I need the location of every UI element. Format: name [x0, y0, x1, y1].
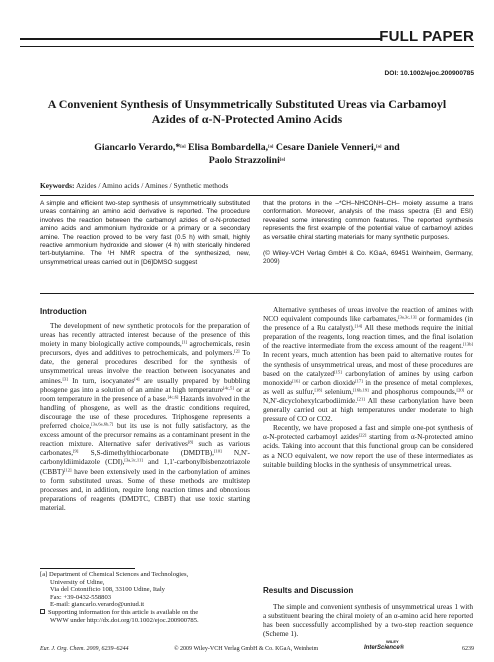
- keywords-text: Azides / Amino acids / Amines / Synthetic methods: [75, 181, 229, 190]
- citation-marker: [a]: [268, 143, 274, 149]
- title-line-2: Azides of α-N-Protected Amino Acids: [151, 112, 343, 126]
- page-number: 6239: [462, 646, 474, 652]
- citation-marker: [3a,3c,13]: [397, 314, 417, 320]
- introduction-column-left: [40, 321, 250, 512]
- footnote-line: Fax: +39-0432-558803: [50, 593, 112, 601]
- citation-marker: [4c,6]: [167, 394, 179, 400]
- citation-marker: [4]: [134, 376, 140, 382]
- logo-small-text: WILEY: [386, 639, 399, 644]
- citation-marker: [16]: [292, 378, 300, 384]
- journal-citation: Eur. J. Org. Chem. 2009, 6239–6244: [40, 646, 129, 652]
- introduction-heading: Introduction: [40, 307, 87, 316]
- citation-marker: [14]: [354, 323, 363, 329]
- supporting-info-icon: [40, 609, 45, 614]
- citation-marker: [2]: [234, 348, 240, 354]
- doi: DOI: 10.1002/ejoc.200900785: [384, 70, 474, 77]
- citation-marker: [12]: [63, 467, 72, 473]
- header-rule-thin: [20, 46, 474, 47]
- affiliation-footnote: [40, 571, 250, 624]
- citation-marker: [16b,19]: [353, 387, 369, 393]
- keywords-label: Keywords:: [40, 181, 75, 190]
- introduction-paragraph-3: Recently, we have proposed a fast and simple one-pot synthesis of α-N-protected carbamoyl azides[22] starting from α-N-protected amino acids. Taking into account that this functional group can be considered as a NCO equivalent, we now report the use of these intermediates as suitable building blocks in the synthesis of unsymmetrical ureas.: [263, 423, 473, 469]
- citation-marker: [18]: [314, 387, 323, 393]
- citation-marker: [15]: [334, 369, 342, 375]
- citation-marker: [3a,6a,6b,7]: [91, 421, 114, 427]
- citation-marker: [1]: [181, 339, 188, 345]
- introduction-paragraph-2: Alternative syntheses of ureas involve the reaction of amines with NCO equivalent compounds like carbamates,[3a,3c,13] or formamides (in the presence of a Ru catalyst).[14] All these methods require the initial preparation of the reagents, long reaction times, and the final isolation of the reactive intermediate from the excess amount of the reagent.[13b] In recent years, much attention has been paid to alternative routes for the synthesis of unsymmetrical ureas, and most of these procedures are based on the catalyzed[15] carbonylation of amines by using carbon monoxide[16] or carbon dioxide[17] in the presence of metal complexes, as well as sulfur,[18] selenium,[16b,19] and phosphorus compounds,[20] or N,N'-dicyclohexylcarbodiimide.[21] All these carbonylation have been generally carried out at high temperatures under moderate to high pressure of CO or CO2.: [263, 305, 474, 424]
- results-heading: Results and Discussion: [263, 586, 354, 595]
- introduction-column-right: [263, 305, 473, 469]
- citation-marker: [3]: [62, 376, 68, 382]
- footnote-rule: [40, 568, 135, 569]
- abstract-left: A simple and efficient two-step synthesis of unsymmetrically substituted ureas containing an amino acid derivative is reported. The procedure involves the reaction between the carbamoyl azides of α-N-protected amino acids and ammonium hydroxide or a primary or a secondary amine. The reaction proved to be very fast (0.5 h) with small, highly reactive ammonium hydroxide and slower (4 h) with sterically hindered tert-butylamine. The ¹H NMR spectra of the synthesized, new, unsymmetrical ureas carried out in [D6]DMSO suggest: [40, 200, 250, 266]
- author-list: [40, 141, 454, 167]
- abstract-right-text: that the protons in the –*CH–NHCONH–CH– moiety assume a trans conformation. Moreover, analysis of the mass spectra (EI and ESI) revealed some interesting common features. The reported synthesis represents the first example of the potential value of carbamoyl azides as versatile chiral starting materials for many synthetic purposes.: [263, 200, 473, 241]
- footnote-line: Via del Cotonificio 108, 33100 Udine, Italy: [50, 586, 165, 594]
- footnote-line: [a] Department of Chemical Sciences and Technologies,: [40, 571, 189, 578]
- authors-line-2: Paolo Strazzolini[a]: [208, 155, 286, 166]
- title-line-1: A Convenient Synthesis of Unsymmetrically Substituted Ureas via Carbamoyl: [47, 97, 447, 111]
- citation-marker: [10]: [213, 448, 222, 454]
- citation-marker: [20]: [456, 387, 465, 393]
- header-rule: [20, 38, 382, 40]
- abstract-rule: [40, 293, 474, 294]
- introduction-paragraph-1: The development of new synthetic protocols for the preparation of ureas has recently attracted interest because of the presence of this moiety in many biologically active compounds,[1] agrochemicals, resin precursors, dyes and additives to petrochemicals, and polymers.[2] To date, the general procedures described for the synthesis of unsymmetrical ureas involve the reaction between isocyanates and amines.[3] In turn, isocyanates[4] are usually prepared by bubbling phosgene gas into a solution of an amine at high temperature[4c,5] or at room temperature in the presence of a base.[4c,6] Hazards involved in the handling of phosgene, as well as the drastic conditions required, discourage the use of these procedures. Triphosgene represents a preferred choice,[3a,6a,6b,7] but its use is not fully satisfactory, as the excess amount of the precursor remains as a contaminant present in the reaction mixture. Alternative safer derivatives[8] such as various carbonates,[9] S,S-dimethylthiocarbonate (DMDTB),[10] N,N'-carbonyldiimidazole (CDI),[3a,3c,11] and 1,1'-carbonylbisbenzotriazole (CBBT)[12] have been extensively used in the carbonylation of amines to form substituted ureas. Some of these methods are multistep processes and, in addition, require long reaction times and obnoxious preparations of reagents (DMDTC, CBBT) that use toxic starting material.: [40, 321, 251, 512]
- citation-marker: [9]: [73, 448, 79, 454]
- citation-marker: [21]: [357, 396, 365, 402]
- abstract-copyright: (© Wiley-VCH Verlag GmbH & Co. KGaA, 69451 Weinheim, Germany, 2009): [263, 250, 473, 266]
- citation-marker: [4c,5]: [223, 385, 234, 391]
- footer-copyright: © 2009 Wiley-VCH Verlag GmbH & Co. KGaA, Weinheim: [174, 646, 319, 652]
- citation-marker: [17]: [355, 378, 363, 384]
- citation-marker: [a]: [376, 143, 382, 149]
- abstract-right: [263, 200, 473, 267]
- citation-marker: [8]: [187, 439, 194, 445]
- keywords: [40, 181, 464, 190]
- citation-marker: [13b]: [463, 341, 473, 347]
- supporting-info: [40, 609, 250, 617]
- results-paragraph-1: The simple and convenient synthesis of unsymmetrical ureas 1 with a substituent bearing the chiral moiety of an α-amino acid here reported has been successfully accomplished by a two-step reaction sequence (Scheme 1).: [263, 602, 473, 639]
- citation-marker: [22]: [358, 432, 367, 438]
- supporting-info-text: Supporting information for this article is available on the: [48, 608, 199, 616]
- keywords-rule: [40, 195, 474, 196]
- supporting-info-url[interactable]: WWW under http://dx.doi.org/10.1002/ejoc.200900785.: [50, 616, 199, 624]
- citation-marker: [a]: [279, 156, 286, 162]
- citation-marker: [a]: [180, 143, 186, 149]
- footnote-email: E-mail: giancarlo.verardo@uniud.it: [50, 601, 145, 609]
- section-label: FULL PAPER: [379, 28, 474, 45]
- interscience-logo: [364, 639, 404, 651]
- footnote-line: University of Udine,: [50, 578, 105, 586]
- logo-text: InterScience®: [364, 645, 405, 651]
- article-title: [30, 97, 464, 127]
- citation-marker: [3a,3c,11]: [124, 458, 143, 464]
- authors-line-1: Giancarlo Verardo,*[a] Elisa Bombardella,[a] Cesare Daniele Venneri,[a] and: [94, 142, 400, 153]
